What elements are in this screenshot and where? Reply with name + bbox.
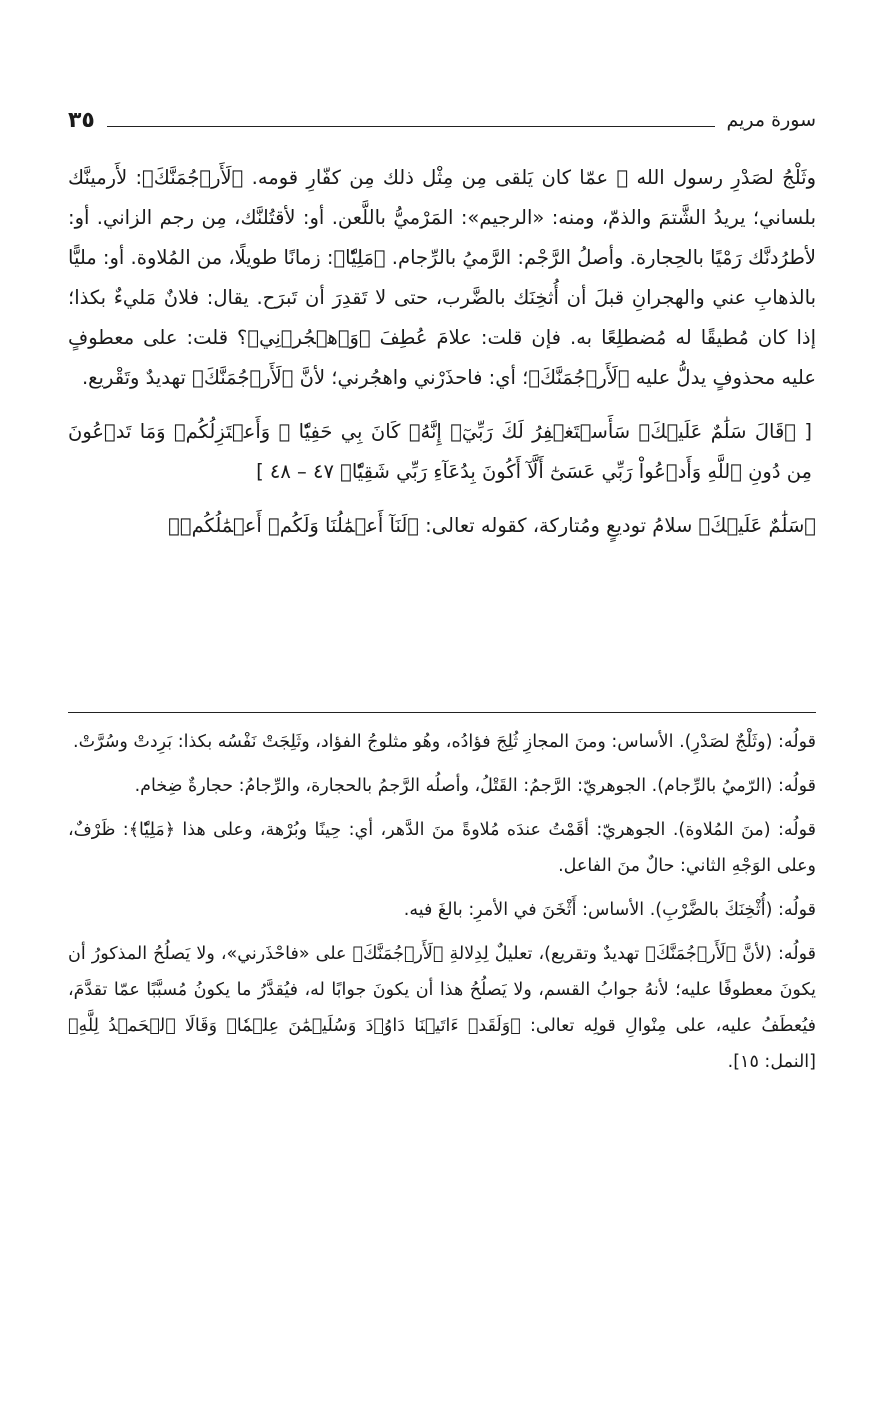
commentary-paragraph: ﴿سَلَٰمٌ عَلَيۡكَ﴾ سلامُ توديعٍ ومُتاركة، كقوله تعالى: ﴿لَنَآ أَعۡمَٰلُنَا وَلَكُمۡ أَعۡمَٰلُكُمۡ﴾: [168, 514, 816, 537]
footnote: قولُه: (لأنَّ ﴿لَأَرۡجُمَنَّكَ﴾ تهديدٌ وتقريع)، تعليلٌ لِدِلالةِ ﴿لَأَرۡجُمَنَّكَ﴾ على «فاحْذَرني»، ولا يَصلُحُ المذكورُ أن يكونَ معطوفًا عليه؛ لأنهُ جوابُ القسم، ولا يَصلُحُ هذا أن يكونَ جوابًا له، فيُقدَّرُ ما يكونُ مُسبَّبًا عمّا تقدَّمَ، فيُعطَفُ عليه، على مِنْوالِ قولِه تعالى: ﴿وَلَقَدۡ ءَاتَيۡنَا دَاوُۥدَ وَسُلَيۡمَٰنَ عِلۡمٗاۖ وَقَالَا ٱلۡحَمۡدُ لِلَّهِ﴾ [النمل: ١٥].: [68, 944, 816, 1072]
footnote: قولُه: (أُثْخِنَكَ بالضَّرْبِ). الأساس: أَثْخَنَ في الأمرِ: بالغَ فيه.: [403, 900, 816, 920]
quran-verse-block: [ ﴿قَالَ سَلَٰمٌ عَلَيۡكَۖ سَأَسۡتَغۡفِرُ لَكَ رَبِّيٓۖ إِنَّهُۥ كَانَ بِي حَفِيّٗا ۞ وَأَعۡتَزِلُكُمۡ وَمَا تَدۡعُونَ مِن دُونِ ٱللَّهِ وَأَدۡعُواْ رَبِّي عَسَىٰٓ أَلَّآ أَكُونَ بِدُعَآءِ رَبِّي شَقِيّٗا﴾ ٤٧ – ٤٨ ]: [68, 420, 812, 483]
header-rule: [107, 126, 715, 127]
page-header: [68, 96, 816, 144]
footnote: قولُه: (الرّميُ بالرِّجام). الجوهريّ: الرَّجمُ: القَتْلُ، وأصلُه الرَّجمُ بالحجارة، والرِّجامُ: حجارةٌ ضِخام.: [134, 776, 816, 796]
footnote: قولُه: (منَ المُلاوة). الجوهريّ: أقَمْتُ عندَه مُلاوةً منَ الدَّهر، أي: حِينًا وبُرْهة، وعلى هذا ﴿مَلِيّٗا﴾: ظَرْفٌ، وعلى الوَجْهِ الثاني: حالٌ منَ الفاعل.: [68, 820, 816, 876]
main-text: [68, 158, 816, 546]
commentary-paragraph: وثَلْجُ لصَدْرِ رسول الله ﷺ عمّا كان يَلقى مِن مِثْل ذلك مِن كفّارِ قومه. ﴿لَأَرۡجُمَنَّكَ﴾: لأَرمينَّك بلساني؛ يريدُ الشَّتمَ والذمّ، ومنه: «الرجيم»: المَرْميُّ باللَّعن. أو: لأقتُلنَّك، مِن رجم الزاني. أو: لأطرُدنَّك رَمْيًا بالحِجارة. وأصلُ الرَّجْم: الرَّميُ بالرِّجام. ﴿مَلِيّٗا﴾: زمانًا طويلًا، من المُلاوة. أو: مليًّا بالذهابِ عني والهجرانِ قبلَ أن أُثخِنَك بالضَّرب، حتى لا تَقدِرَ أن تَبرَح. يقال: فلانٌ مَليءٌ بكذا؛ إذا كان مُطيقًا له مُضطلِعًا به. فإن قلت: علامَ عُطِفَ ﴿وَٱهۡجُرۡنِي﴾؟ قلت: على معطوفٍ عليه محذوفٍ يدلُّ عليه ﴿لَأَرۡجُمَنَّكَ﴾؛ أي: فاحذَرْني واهجُرني؛ لأنَّ ﴿لَأَرۡجُمَنَّكَ﴾ تهديدٌ وتَقْريع.: [68, 166, 816, 389]
page-number: ٣٥: [68, 107, 95, 133]
footnote: قولُه: (وثَلْجٌ لصَدْرِ). الأساس: ومنَ المجازِ ثُلِجَ فؤادُه، وهُو مثلوجُ الفؤاد، وثَلِجَتْ نَفْسُه بكذا: بَرِدتْ وسُرَّتْ.: [73, 732, 816, 752]
footnotes: [68, 724, 816, 1088]
footnote-divider: [68, 712, 816, 713]
surah-title: سورة مريم: [726, 109, 816, 131]
page: [68, 96, 816, 560]
